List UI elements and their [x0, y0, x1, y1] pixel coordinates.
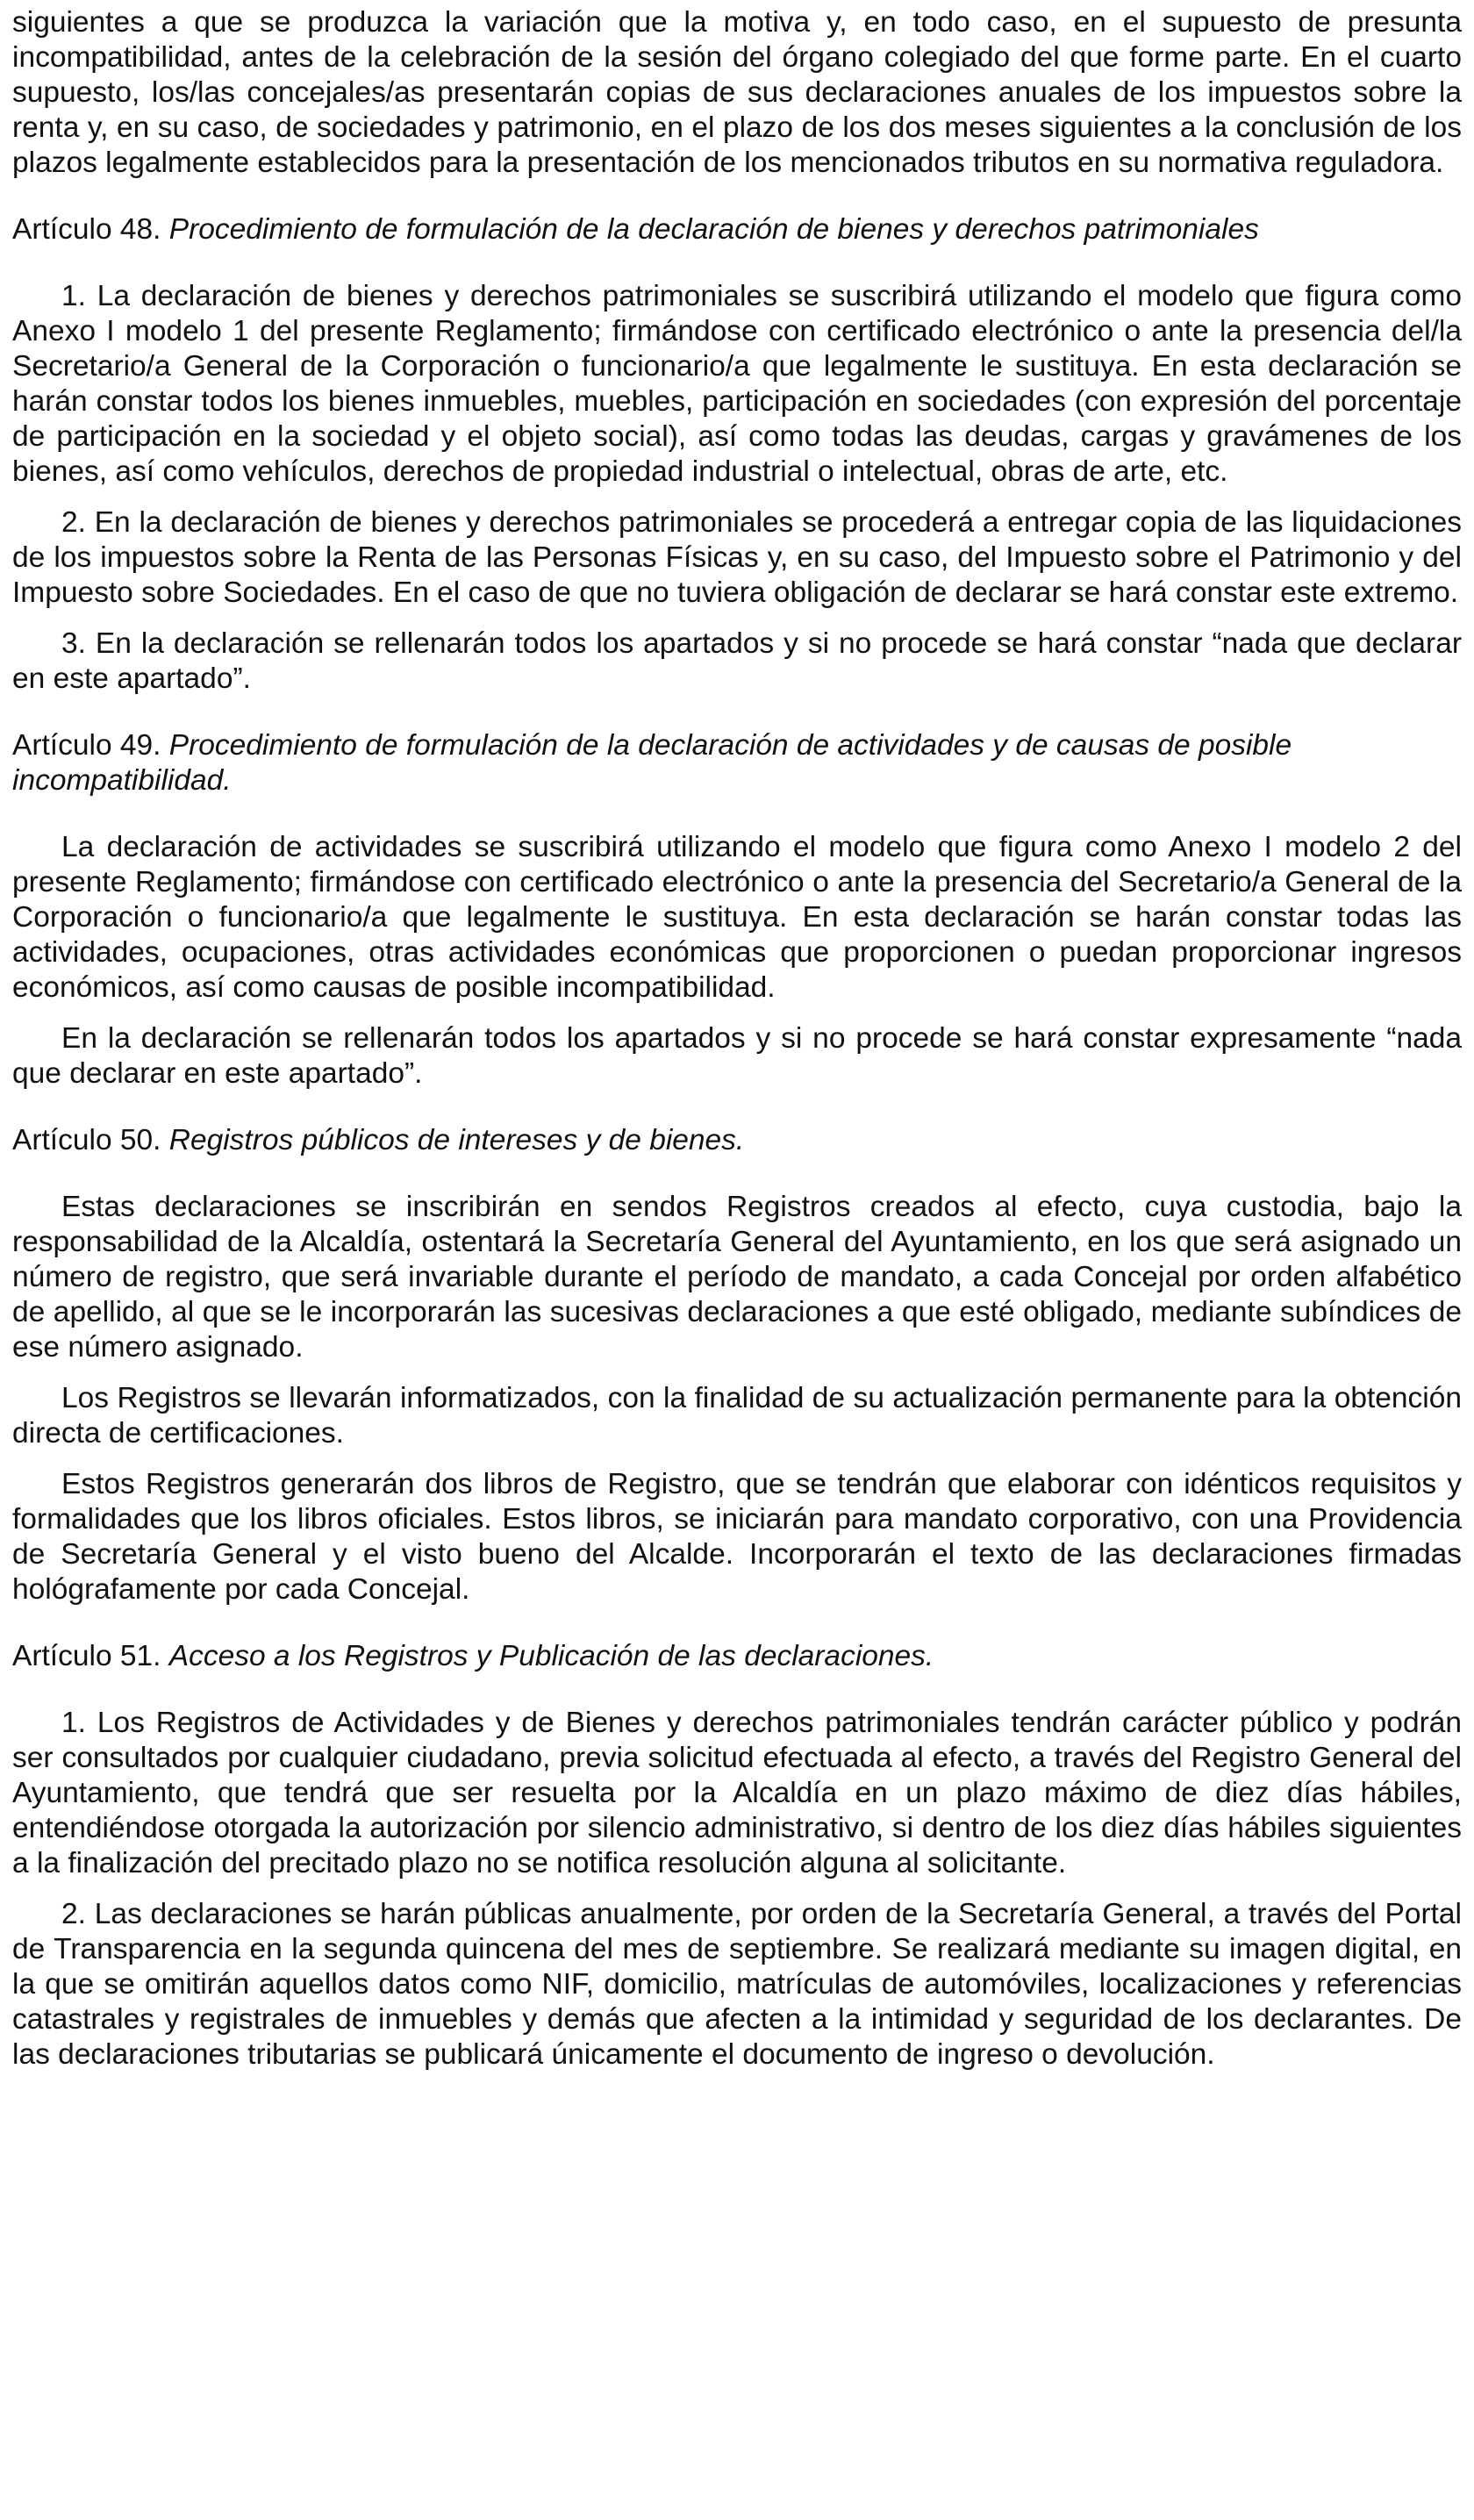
article-48-heading	[12, 212, 1462, 247]
document-page	[12, 5, 1462, 2073]
article-50-heading	[12, 1123, 1462, 1158]
article-49-paragraph-2: En la declaración se rellenarán todos los apartados y si no procede se hará constar expresamente “nada que declarar en este apartado”.	[12, 1022, 1462, 1090]
article-49-paragraph-1: La declaración de actividades se suscribirá utilizando el modelo que figura como Anexo I modelo 2 del presente Reglamento; firmándose con certificado electrónico o ante la presencia del Secretario/a General de la Corporación o funcionario/a que legalmente le sustituya. En esta declaración se harán constar todas las actividades, ocupaciones, otras actividades económicas que proporcionen o puedan proporcionar ingresos económicos, así como causas de posible incompatibilidad.	[12, 831, 1462, 1004]
article-48-paragraph-2: 2. En la declaración de bienes y derechos patrimoniales se procederá a entregar copia de las liquidaciones de los impuestos sobre la Renta de las Personas Físicas y, en su caso, del Impuesto sobre el Patrimonio y del Impuesto sobre Sociedades. En el caso de que no tuviera obligación de declarar se hará constar este extremo.	[12, 506, 1462, 609]
article-51-heading	[12, 1639, 1462, 1674]
intro-paragraph: siguientes a que se produzca la variación que la motiva y, en todo caso, en el supuesto de presunta incompatibilidad, antes de la celebración de la sesión del órgano colegiado del que forme parte. En el cuarto supuesto, los/las concejales/as presentarán copias de sus declaraciones anuales de los impuestos sobre la renta y, en su caso, de sociedades y patrimonio, en el plazo de los dos meses siguientes a la conclusión de los plazos legalmente establecidos para la presentación de los mencionados tributos en su normativa reguladora.	[12, 6, 1462, 179]
article-51-number: Artículo 51.	[12, 1640, 161, 1672]
article-49-heading	[12, 728, 1462, 798]
article-48-number: Artículo 48.	[12, 213, 161, 246]
article-49-title: Procedimiento de formulación de la declaración de actividades y de causas de posible incompatibilidad.	[12, 729, 1292, 797]
article-50-paragraph-1: Estas declaraciones se inscribirán en sendos Registros creados al efecto, cuya custodia, bajo la responsabilidad de la Alcaldía, ostentará la Secretaría General del Ayuntamiento, en los que será asignado un número de registro, que será invariable durante el período de mandato, a cada Concejal por orden alfabético de apellido, al que se le incorporarán las sucesivas declaraciones a que esté obligado, mediante subíndices de ese número asignado.	[12, 1191, 1462, 1364]
article-48-paragraph-3: 3. En la declaración se rellenarán todos los apartados y si no procede se hará constar “nada que declarar en este apartado”.	[12, 627, 1462, 695]
article-48-title: Procedimiento de formulación de la declaración de bienes y derechos patrimoniales	[168, 213, 1259, 246]
article-48-paragraph-1: 1. La declaración de bienes y derechos patrimoniales se suscribirá utilizando el modelo que figura como Anexo I modelo 1 del presente Reglamento; firmándose con certificado electrónico o ante la presencia del/la Secretario/a General de la Corporación o funcionario/a que legalmente le sustituya. En esta declaración se harán constar todos los bienes inmuebles, muebles, participación en sociedades (con expresión del porcentaje de participación en la sociedad y el objeto social), así como todas las deudas, cargas y gravámenes de los bienes, así como vehículos, derechos de propiedad industrial o intelectual, obras de arte, etc.	[12, 280, 1462, 488]
article-51-paragraph-2: 2. Las declaraciones se harán públicas anualmente, por orden de la Secretaría General, a través del Portal de Transparencia en la segunda quincena del mes de septiembre. Se realizará mediante su imagen digital, en la que se omitirán aquellos datos como NIF, domicilio, matrículas de automóviles, localizaciones y referencias catastrales y registrales de inmuebles y demás que afecten a la intimidad y seguridad de los declarantes. De las declaraciones tributarias se publicará únicamente el documento de ingreso o devolución.	[12, 1898, 1462, 2071]
article-51-title: Acceso a los Registros y Publicación de las declaraciones.	[168, 1640, 934, 1672]
article-51-paragraph-1: 1. Los Registros de Actividades y de Bienes y derechos patrimoniales tendrán carácter público y podrán ser consultados por cualquier ciudadano, previa solicitud efectuada al efecto, a través del Registro General del Ayuntamiento, que tendrá que ser resuelta por la Alcaldía en un plazo máximo de diez días hábiles, entendiéndose otorgada la autorización por silencio administrativo, si dentro de los diez días hábiles siguientes a la finalización del precitado plazo no se notifica resolución alguna al solicitante.	[12, 1707, 1462, 1879]
article-50-paragraph-2: Los Registros se llevarán informatizados, con la finalidad de su actualización permanente para la obtención directa de certificaciones.	[12, 1382, 1462, 1450]
article-50-title: Registros públicos de intereses y de bienes.	[168, 1124, 745, 1156]
article-50-number: Artículo 50.	[12, 1124, 161, 1156]
article-50-paragraph-3: Estos Registros generarán dos libros de Registro, que se tendrán que elaborar con idénticos requisitos y formalidades que los libros oficiales. Estos libros, se iniciarán para mandato corporativo, con una Providencia de Secretaría General y el visto bueno del Alcalde. Incorporarán el texto de las declaraciones firmadas hológrafamente por cada Concejal.	[12, 1468, 1462, 1606]
article-49-number: Artículo 49.	[12, 729, 161, 762]
